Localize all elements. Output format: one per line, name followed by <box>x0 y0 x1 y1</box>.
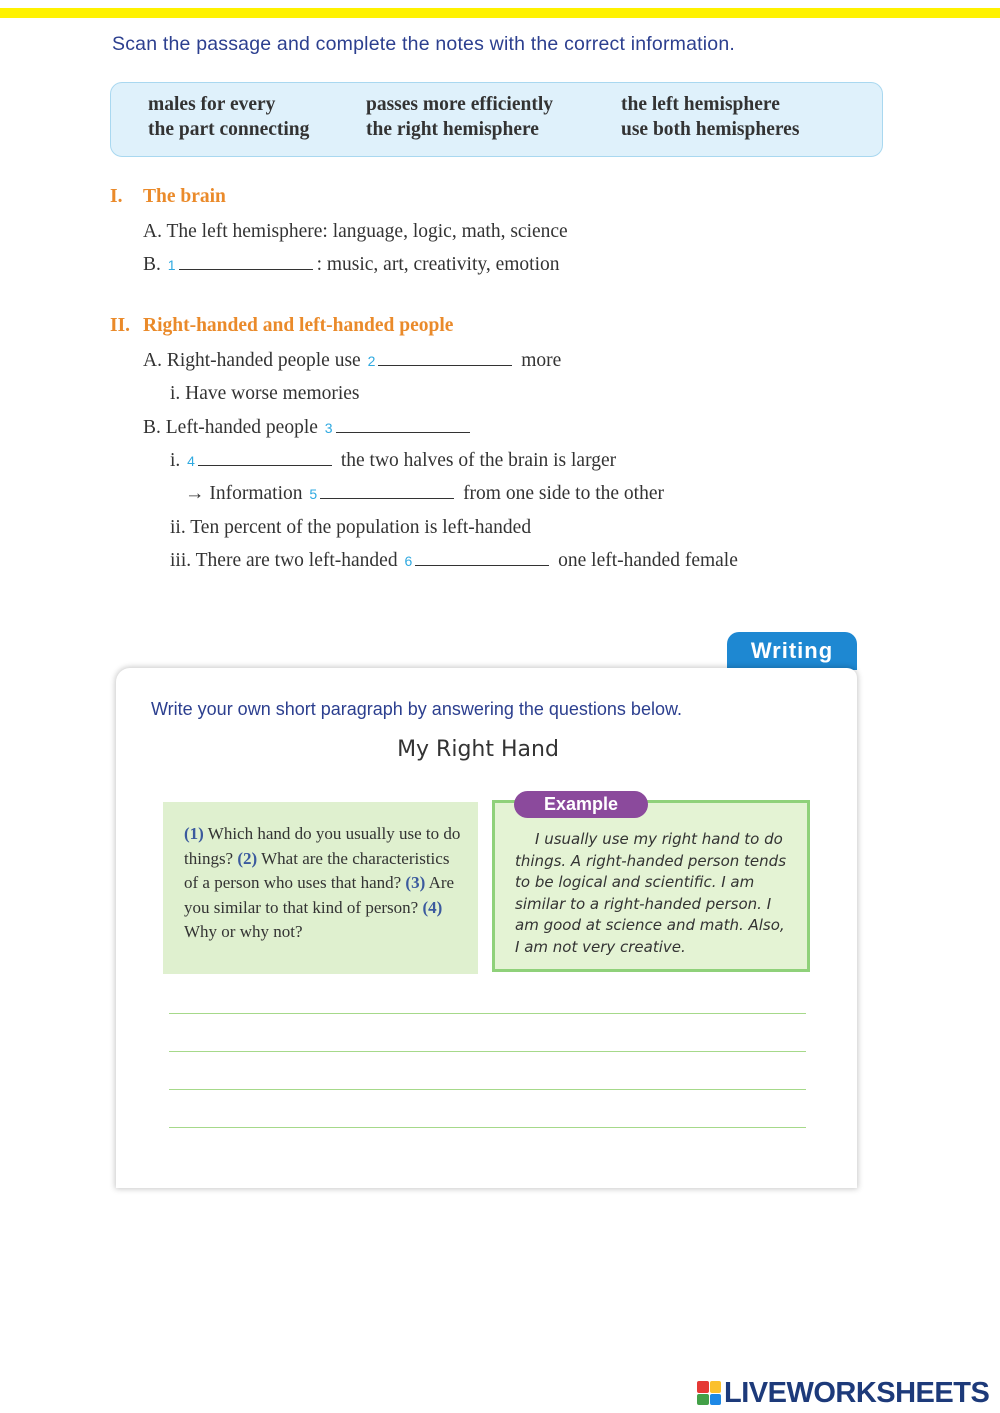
brand-name: LIVEWORKSHEETS <box>724 1376 990 1409</box>
answer-blank-1[interactable] <box>179 255 313 270</box>
note-text: : music, art, creativity, emotion <box>316 254 560 275</box>
logo-square <box>697 1394 709 1406</box>
instruction-text: Scan the passage and complete the notes with the correct information. <box>112 33 735 55</box>
note-line-2b-i <box>170 450 616 472</box>
answer-blank-2[interactable] <box>378 351 512 366</box>
blank-number: 5 <box>309 486 318 502</box>
word-bank <box>110 82 883 157</box>
section-number: I. <box>110 186 123 207</box>
word-bank-item: males for every <box>148 94 276 115</box>
section-number: II. <box>110 315 131 336</box>
note-line-1b <box>143 254 560 276</box>
writing-line[interactable] <box>169 1089 806 1090</box>
question-number: (2) <box>237 848 258 868</box>
logo-square <box>710 1381 722 1393</box>
answer-blank-3[interactable] <box>336 418 470 433</box>
note-text: iii. There are two left-handed <box>170 550 398 571</box>
answer-blank-4[interactable] <box>198 451 332 466</box>
note-line-2b <box>143 417 474 439</box>
section-heading-handedness <box>110 315 453 337</box>
logo-square <box>697 1381 709 1393</box>
blank-number: 2 <box>367 353 376 369</box>
note-text: one left-handed female <box>558 550 738 571</box>
word-bank-item: the right hemisphere <box>366 119 539 140</box>
writing-line[interactable] <box>169 1127 806 1128</box>
blank-number: 6 <box>404 553 413 569</box>
question-text: What are the characteristics of a person who uses that hand? <box>184 848 450 892</box>
question-number: (3) <box>405 873 426 892</box>
writing-prompt: Write your own short paragraph by answering the questions below. <box>151 699 682 719</box>
section-title: The brain <box>143 186 226 207</box>
question-box <box>163 802 478 974</box>
writing-title: My Right Hand <box>397 737 559 762</box>
note-text: the two halves of the brain is larger <box>340 450 617 471</box>
note-label: i. <box>170 450 181 471</box>
writing-line[interactable] <box>169 1013 806 1014</box>
section-heading-brain <box>110 186 226 208</box>
word-bank-item: passes more efficiently <box>366 94 554 115</box>
question-text: Are you similar to that kind of person? <box>184 873 455 917</box>
note-text: B. Left-handed people <box>143 417 318 438</box>
note-text: more <box>521 350 562 371</box>
example-tag: Example <box>514 791 648 818</box>
writing-tab: Writing <box>727 632 857 670</box>
question-text: Why or why not? <box>184 922 303 941</box>
section-title: Right-handed and left-handed people <box>143 315 454 336</box>
liveworksheets-logo <box>697 1378 989 1408</box>
brand-logo-icon <box>697 1381 721 1405</box>
answer-blank-6[interactable] <box>415 551 549 566</box>
word-bank-item: the left hemisphere <box>621 94 780 115</box>
note-line-2a-i: i. Have worse memories <box>170 383 360 404</box>
example-box: I usually use my right hand to do things. A right-handed person tends to be logical and scientific. I am similar to a right-handed person. I am good at science and math. Also, I am not very creative. <box>492 800 810 972</box>
note-line-2b-arrow <box>185 483 664 505</box>
note-line-2a <box>143 350 561 372</box>
question-text: Which hand do you usually use to do things? <box>184 824 461 868</box>
note-text: A. Right-handed people use <box>143 350 361 371</box>
note-label: B. <box>143 254 161 275</box>
blank-number: 4 <box>187 453 195 469</box>
word-bank-item: use both hemispheres <box>621 119 800 140</box>
note-text: → Information <box>185 483 303 504</box>
writing-line[interactable] <box>169 1051 806 1052</box>
question-number: (1) <box>184 824 204 843</box>
blank-number: 3 <box>324 420 333 436</box>
answer-blank-5[interactable] <box>320 484 454 499</box>
question-number: (4) <box>422 897 443 917</box>
note-text: from one side to the other <box>463 483 664 504</box>
note-line-2b-iii <box>170 550 738 572</box>
note-line-2b-ii: ii. Ten percent of the population is left-handed <box>170 517 532 538</box>
note-line-1a: A. The left hemisphere: language, logic, math, science <box>143 221 568 242</box>
logo-square <box>710 1394 722 1406</box>
blank-number: 1 <box>167 257 176 273</box>
word-bank-item: the part connecting <box>148 119 310 140</box>
top-yellow-bar <box>0 8 1000 18</box>
